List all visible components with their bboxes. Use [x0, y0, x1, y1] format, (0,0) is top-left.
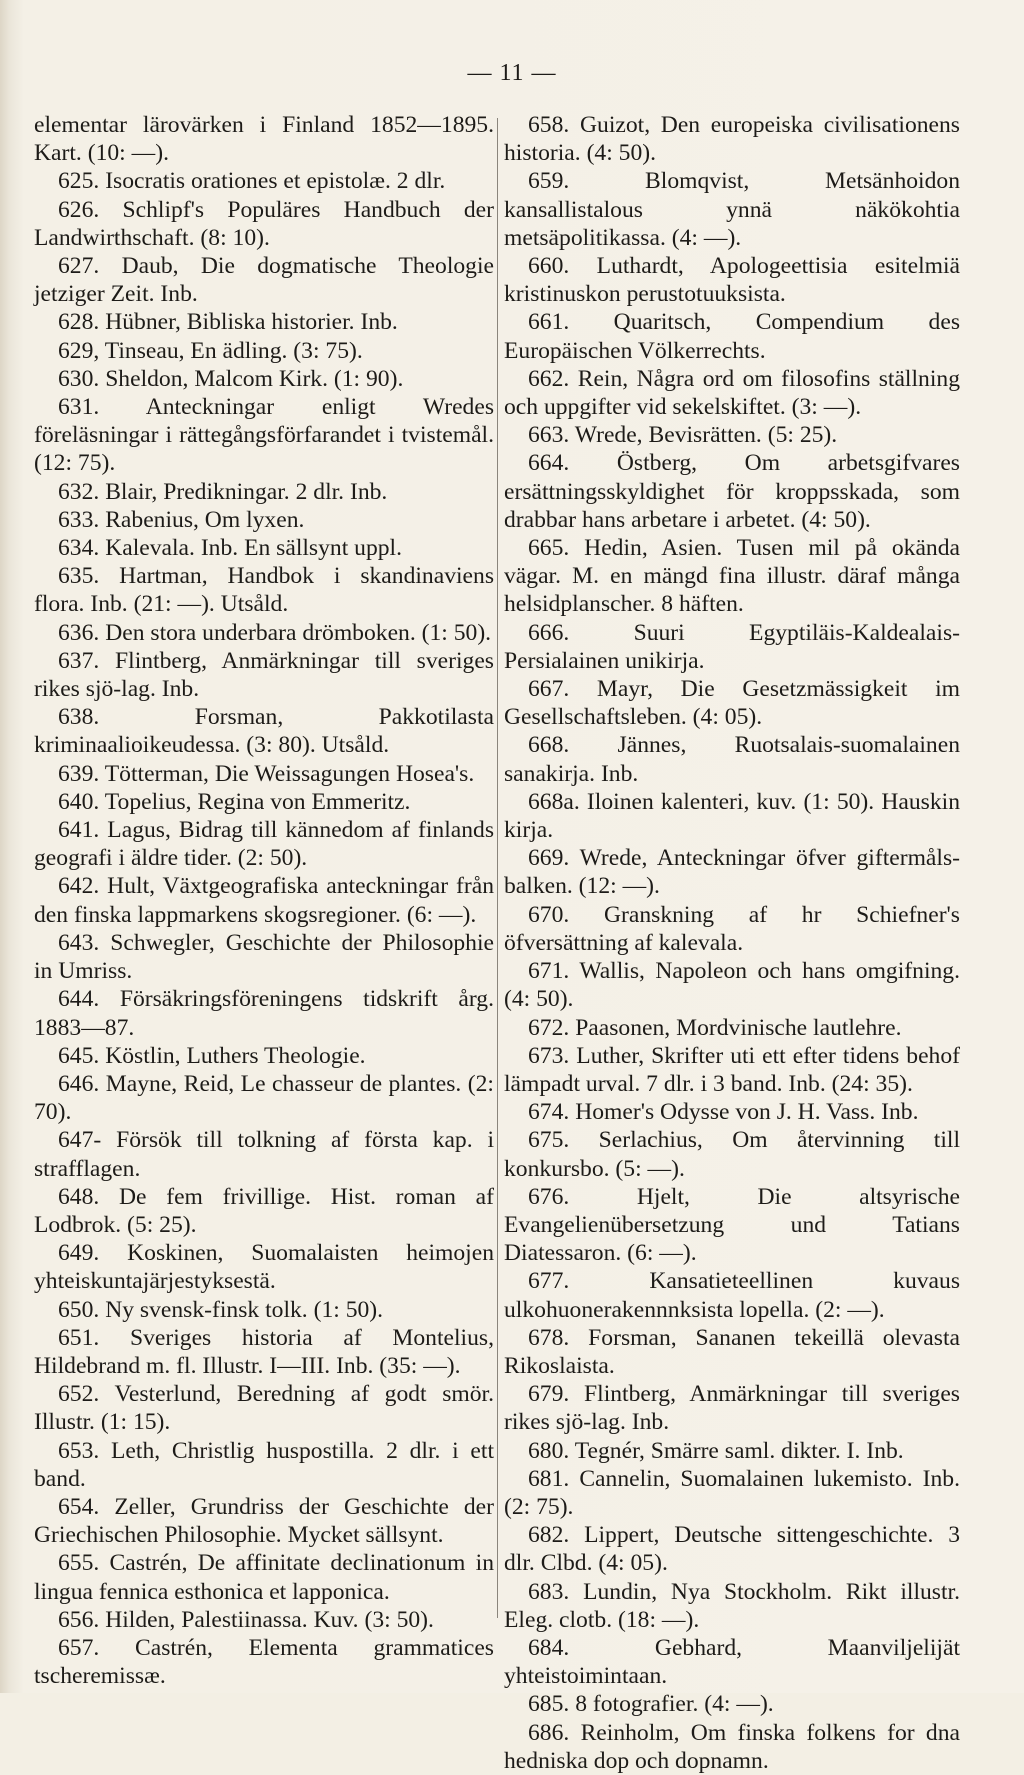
catalog-entry: 683. Lundin, Nya Stockholm. Rikt illustr. Eleg. clotb. (18: —).	[504, 1578, 960, 1633]
catalog-entry: 660. Luthardt, Apologeettisia esitelmiä kristinuskon perustotuuksista.	[504, 253, 960, 308]
catalog-entry: 681. Cannelin, Suomalainen lukemisto. Inb. (2: 75).	[504, 1465, 960, 1520]
catalog-entry: 663. Wrede, Bevisrätten. (5: 25).	[528, 422, 838, 449]
catalog-entry: 677. Kansatieteellinen kuvaus ulkohuonerakennnksista lopella. (2: —).	[504, 1268, 960, 1323]
catalog-entry: 685. 8 fotografier. (4: —).	[528, 1691, 774, 1718]
catalog-entry: 674. Homer's Odysse von J. H. Vass. Inb.	[528, 1099, 919, 1126]
page-number: — 11 —	[467, 60, 557, 86]
catalog-entry: 686. Reinholm, Om finska folkens for dna hedniska dop och dopnamn.	[504, 1719, 960, 1774]
catalog-entry: 635. Hartman, Handbok i skandinaviens flora. Inb. (21: —). Utsåld.	[34, 563, 494, 618]
catalog-entry: 666. Suuri Egyptiläis-Kaldealais- Persialainen unikirja.	[504, 619, 960, 674]
catalog-entry: 654. Zeller, Grundriss der Geschichte der Griechischen Philosophie. Mycket sällsynt.	[34, 1493, 494, 1549]
catalog-entry: 652. Vesterlund, Beredning af godt smör. Illustr. (1: 15).	[34, 1381, 494, 1436]
catalog-entry: 662. Rein, Några ord om filosofins ställning och uppgifter vid sekelskiftet. (3: —).	[504, 365, 960, 421]
catalog-entry: 637. Flintberg, Anmärkningar till sveriges rikes sjö-lag. Inb.	[34, 647, 494, 703]
catalog-entry: 678. Forsman, Sananen tekeillä olevasta Rikoslaista.	[504, 1324, 960, 1379]
catalog-entry: 628. Hübner, Bibliska historier. Inb.	[58, 309, 398, 336]
catalog-entry: 669. Wrede, Anteckningar öfver giftermåls-balken. (12: —).	[504, 845, 960, 900]
left-column	[34, 111, 494, 1690]
catalog-entry: 676. Hjelt, Die altsyrische Evangelienübersetzung und Tatians Diatessaron. (6: —).	[504, 1183, 960, 1267]
catalog-entry: 648. De fem frivillige. Hist. roman af Lodbrok. (5: 25).	[34, 1183, 494, 1238]
column-divider	[497, 118, 498, 1618]
catalog-entry: 653. Leth, Christlig huspostilla. 2 dlr. i ett band.	[34, 1437, 494, 1492]
catalog-entry: 655. Castrén, De affinitate declinationum in lingua fennica esthonica et lapponica.	[34, 1550, 494, 1605]
catalog-entry: 625. Isocratis orationes et epistolæ. 2 dlr.	[58, 168, 446, 195]
catalog-entry: 658. Guizot, Den europeiska civilisationens historia. (4: 50).	[504, 112, 960, 167]
catalog-entry: 647- Försök till tolkning af första kap. i strafflagen.	[34, 1127, 494, 1182]
catalog-entry: 668. Jännes, Ruotsalais-suomalainen sanakirja. Inb.	[504, 732, 960, 787]
catalog-entry: elementar lärovärken i Finland 1852—1895. Kart. (10: —).	[34, 112, 494, 167]
catalog-entry: 638. Forsman, Pakkotilasta kriminaalioikeudessa. (3: 80). Utsåld.	[34, 704, 494, 759]
catalog-entry: 680. Tegnér, Smärre saml. dikter. I. Inb.	[528, 1437, 904, 1464]
catalog-entry: 634. Kalevala. Inb. En sällsynt uppl.	[58, 535, 403, 562]
catalog-entry: 646. Mayne, Reid, Le chasseur de plantes. (2: 70).	[34, 1070, 494, 1126]
catalog-entry: 657. Castrén, Elementa grammatices tscheremissæ.	[34, 1634, 494, 1690]
catalog-entry: 640. Topelius, Regina von Emmeritz.	[58, 788, 411, 815]
catalog-entry: 641. Lagus, Bidrag till kännedom af finlands geografi i äldre tider. (2: 50).	[34, 817, 494, 872]
catalog-entry: 643. Schwegler, Geschichte der Philosophie in Umriss.	[34, 929, 494, 985]
catalog-entry: 665. Hedin, Asien. Tusen mil på okända vägar. M. en mängd fina illustr. däraf många helsidplanscher. 8 häften.	[504, 535, 960, 618]
catalog-entry: 644. Försäkringsföreningens tidskrift årg. 1883—87.	[34, 986, 494, 1041]
catalog-entry: 630. Sheldon, Malcom Kirk. (1: 90).	[58, 365, 404, 392]
catalog-entry: 672. Paasonen, Mordvinische lautlehre.	[528, 1014, 902, 1041]
catalog-entry: 679. Flintberg, Anmärkningar till sveriges rikes sjö-lag. Inb.	[504, 1381, 960, 1436]
catalog-entry: 627. Daub, Die dogmatische Theologie jetziger Zeit. Inb.	[34, 253, 494, 308]
catalog-entry: 659. Blomqvist, Metsänhoidon kansallistalous ynnä näkökohtia metsäpolitikassa. (4: —).	[504, 168, 960, 251]
catalog-entry: 664. Östberg, Om arbetsgifvares ersättningsskyldighet för kroppsskada, som drabbar hans arbetare i arbetet. (4: 50).	[504, 450, 960, 533]
catalog-entry: 633. Rabenius, Om lyxen.	[58, 506, 305, 533]
catalog-entry: 671. Wallis, Napoleon och hans omgifning. (4: 50).	[504, 958, 960, 1013]
catalog-entry: 668a. Iloinen kalenteri, kuv. (1: 50). Hauskin kirja.	[504, 788, 960, 844]
catalog-entry: 632. Blair, Predikningar. 2 dlr. Inb.	[58, 478, 388, 505]
catalog-entry: 673. Luther, Skrifter uti ett efter tidens behof lämpadt urval. 7 dlr. i 3 band. Inb. (24: 35).	[504, 1042, 960, 1097]
catalog-entry: 639. Tötterman, Die Weissagungen Hosea's.	[58, 760, 475, 787]
catalog-entry: 642. Hult, Växtgeografiska anteckningar från den finska lappmarkens skogsregioner. (6: —).	[34, 873, 494, 928]
catalog-entry: 631. Anteckningar enligt Wredes föreläsningar i rättegångsförfarandet i tvistemål. (12: 75).	[34, 394, 494, 477]
catalog-entry: 650. Ny svensk-finsk tolk. (1: 50).	[58, 1296, 384, 1323]
catalog-entry: 684. Gebhard, Maanviljelijät yhteistoimintaan.	[504, 1634, 960, 1690]
catalog-entry: 656. Hilden, Palestiinassa. Kuv. (3: 50).	[58, 1606, 434, 1633]
catalog-entry: 636. Den stora underbara drömboken. (1: 50).	[58, 619, 492, 646]
catalog-entry: 661. Quaritsch, Compendium des Europäischen Völkerrechts.	[504, 309, 960, 364]
catalog-entry: 667. Mayr, Die Gesetzmässigkeit im Gesellschaftsleben. (4: 05).	[504, 676, 960, 731]
catalog-entry: 645. Köstlin, Luthers Theologie.	[58, 1042, 366, 1069]
catalog-entry: 649. Koskinen, Suomalaisten heimojen yhteiskuntajärjestyksestä.	[34, 1240, 494, 1295]
catalog-entry: 626. Schlipf's Populäres Handbuch der Landwirthschaft. (8: 10).	[34, 196, 494, 251]
right-column	[504, 111, 960, 1775]
catalog-entry: 675. Serlachius, Om återvinning till konkursbo. (5: —).	[504, 1127, 960, 1182]
catalog-entry: 651. Sveriges historia af Montelius, Hildebrand m. fl. Illustr. I—III. Inb. (35: —).	[34, 1324, 494, 1379]
catalog-entry: 670. Granskning af hr Schiefner's öfversättning af kalevala.	[504, 901, 960, 956]
catalog-entry: 629, Tinseau, En ädling. (3: 75).	[58, 337, 363, 364]
catalog-entry: 682. Lippert, Deutsche sittengeschichte. 3 dlr. Clbd. (4: 05).	[504, 1522, 960, 1577]
